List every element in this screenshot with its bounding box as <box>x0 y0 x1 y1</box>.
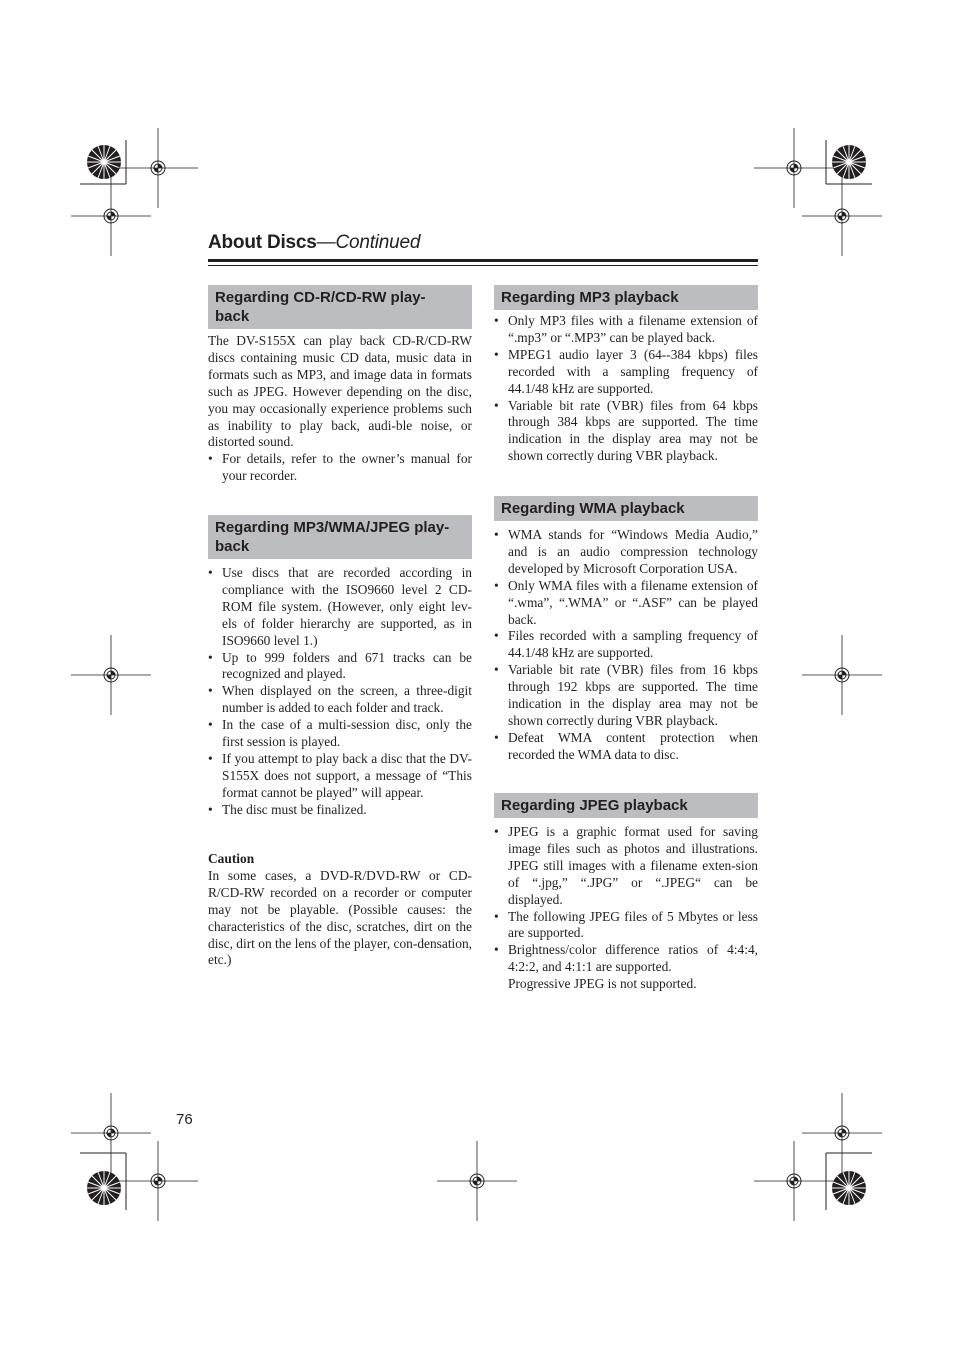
jpeg-section-list <box>494 824 758 976</box>
list-item: • Only MP3 files with a filename extension of “.mp3” or “.MP3” can be played back. <box>494 313 758 347</box>
list-item: • The disc must be finalized. <box>208 802 472 819</box>
list-item: • MPEG1 audio layer 3 (64--384 kbps) files recorded with a sampling frequency of 44.1/48 kHz are supported. <box>494 347 758 398</box>
list-item: • JPEG is a graphic format used for saving image files such as photos and illustrations. JPEG still images with a filename exten-sion of “.jpg,” “.JPG” or “.JPEG“ can be displayed. <box>494 824 758 909</box>
page-title-continued: —Continued <box>316 232 421 253</box>
list-item: • The following JPEG files of 5 Mbytes or less are supported. <box>494 909 758 943</box>
title-rule-thick <box>208 259 758 262</box>
caution-label: Caution <box>208 851 255 866</box>
list-item: • In the case of a multi-session disc, only the first session is played. <box>208 717 472 751</box>
wma-section <box>494 496 758 764</box>
caution-block <box>208 851 472 969</box>
list-item: • Defeat WMA content protection when recorded the WMA data to disc. <box>494 730 758 764</box>
list-item: • For details, refer to the owner’s manual for your recorder. <box>208 451 472 485</box>
list-item: • Brightness/color difference ratios of 4:4:4, 4:2:2, and 4:1:1 are supported. <box>494 942 758 976</box>
mp3wma-section-heading: Regarding MP3/WMA/JPEG play-back <box>208 515 472 559</box>
list-item: • Only WMA files with a filename extension of “.wma”, “.WMA” or “.ASF” can be played back. <box>494 578 758 629</box>
jpeg-section-heading: Regarding JPEG playback <box>494 793 758 818</box>
cd-section-list <box>208 451 472 485</box>
wma-section-heading: Regarding WMA playback <box>494 496 758 521</box>
list-item: • Variable bit rate (VBR) files from 64 kbps through 384 kbps are supported. The time indication in the display area may not be shown correctly during VBR playback. <box>494 398 758 466</box>
left-column <box>208 285 472 485</box>
wma-section-list <box>494 527 758 764</box>
mp3-section-list <box>494 313 758 465</box>
list-item: • Up to 999 folders and 671 tracks can be recognized and played. <box>208 650 472 684</box>
list-item: • Variable bit rate (VBR) files from 16 kbps through 192 kbps are supported. The time indication in the display area may not be shown correctly during VBR playback. <box>494 662 758 730</box>
cd-section-heading: Regarding CD-R/CD-RW play-back <box>208 285 472 329</box>
title-rule-thin <box>208 265 758 266</box>
list-item: • Use discs that are recorded according in compliance with the ISO9660 level 2 CD-ROM file system. (However, only eight lev-els of folder hierarchy are supported, as in ISO9660 level 1.) <box>208 565 472 650</box>
mp3wma-section-list <box>208 565 472 819</box>
list-item: • If you attempt to play back a disc that the DV-S155X does not support, a message of “This format cannot be played” will appear. <box>208 751 472 802</box>
caution-text: In some cases, a DVD-R/DVD-RW or CD-R/CD-RW recorded on a recorder or computer may not be playable. (Possible causes: the characteristics of the disc, scratches, dirt on the disc, dirt on the lens of the player, con-densation, etc.) <box>208 867 472 968</box>
page-title <box>208 232 420 254</box>
list-item: • When displayed on the screen, a three-digit number is added to each folder and track. <box>208 683 472 717</box>
jpeg-note: Progressive JPEG is not supported. <box>508 976 697 992</box>
cd-section-paragraph: The DV-S155X can play back CD-R/CD-RW discs containing music CD data, music data in formats such as MP3, and image data in formats such as JPEG. However depending on the disc, you may occasionally experience problems such as inability to play back, audi-ble noise, or distorted sound. <box>208 333 472 450</box>
left-column-mp3wma <box>208 515 472 819</box>
jpeg-section <box>494 793 758 993</box>
mp3-section <box>494 285 758 465</box>
page-number: 76 <box>176 1111 193 1128</box>
list-item: • Files recorded with a sampling frequency of 44.1/48 kHz are supported. <box>494 628 758 662</box>
mp3-section-heading: Regarding MP3 playback <box>494 285 758 310</box>
page-title-main: About Discs <box>208 232 317 253</box>
list-item: • WMA stands for “Windows Media Audio,” and is an audio compression technology developed by Microsoft Corporation USA. <box>494 527 758 578</box>
